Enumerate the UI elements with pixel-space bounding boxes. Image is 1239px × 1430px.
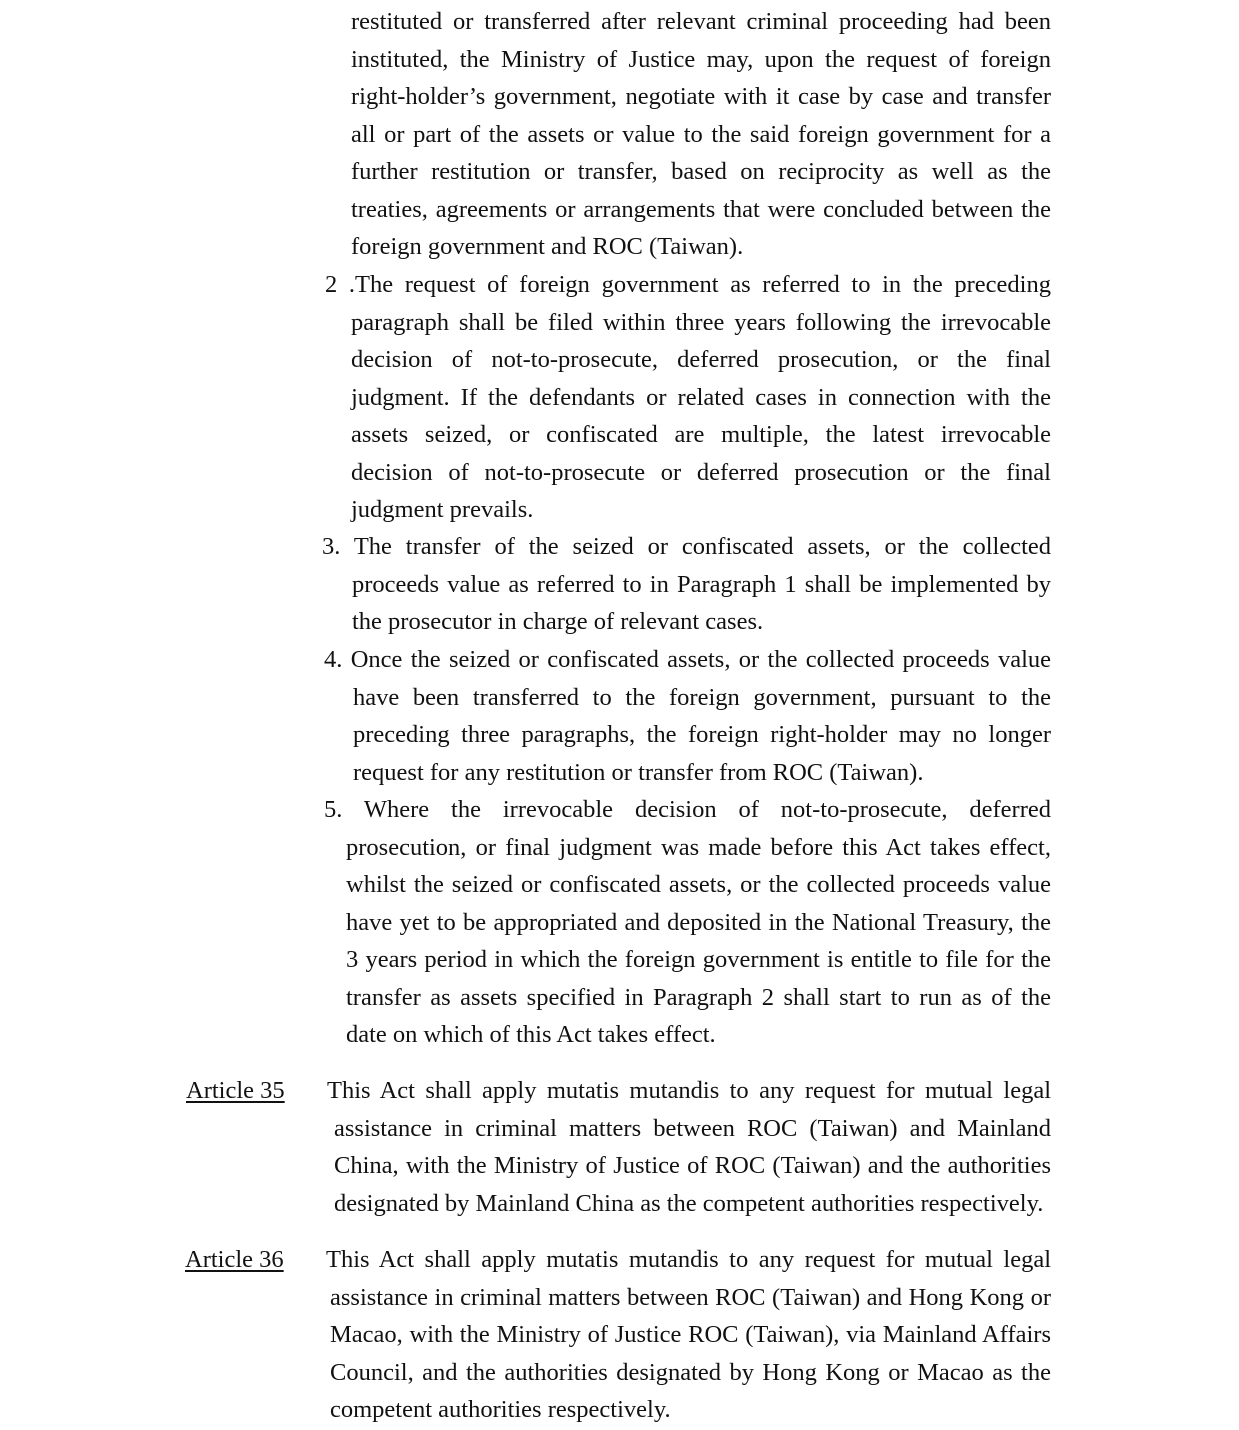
paragraph-text: Once the seized or confiscated assets, or the collected proceeds value have been transferred to the foreign government, pursuant to the preceding three paragraphs, the foreign right-holder may no longer request for any restitution or transfer from ROC (Taiwan).	[350, 646, 1052, 786]
paragraph-number: 2 .	[325, 271, 356, 298]
article-36-label: Article 36	[185, 1246, 284, 1273]
paragraph-number: 5.	[324, 796, 364, 823]
paragraph-2	[325, 266, 1051, 529]
article-36-text: This Act shall apply mutatis mutandis to any request for mutual legal assistance in criminal matters between ROC (Taiwan) and Hong Kong or Macao, with the Ministry of Justice ROC (Taiwan), via Mainland Affairs Council, and the authorities designated by Hong Kong or Macao as the competent authorities respectively.	[326, 1246, 1051, 1423]
paragraph-text: The request of foreign government as referred to in the preceding paragraph shall be filed within three years following the irrevocable decision of not-to-prosecute, deferred prosecution, or the final judgment. If the defendants or related cases in connection with the assets seized, or confiscated are multiple, the latest irrevocable decision of not-to-prosecute or deferred prosecution or the final judgment prevails.	[351, 271, 1051, 523]
paragraph-text: The transfer of the seized or confiscated assets, or the collected proceeds value as referred to in Paragraph 1 shall be implemented by the prosecutor in charge of relevant cases.	[352, 533, 1051, 635]
paragraph-number: 3.	[322, 533, 354, 560]
article-35-text: This Act shall apply mutatis mutandis to any request for mutual legal assistance in criminal matters between ROC (Taiwan) and Mainland China, with the Ministry of Justice of ROC (Taiwan) and the authorities designated by Mainland China as the competent authorities respectively.	[327, 1077, 1051, 1217]
paragraph-number: 4.	[324, 646, 351, 673]
paragraph-1-continuation: restituted or transferred after relevant criminal proceeding had been instituted, the Ministry of Justice may, upon the request of foreign right-holder’s government, negotiate with it case by case and transfer all or part of the assets or value to the said foreign government for a further restitution or transfer, based on reciprocity as well as the treaties, agreements or arrangements that were concluded between the foreign government and ROC (Taiwan).	[351, 8, 1051, 260]
paragraph-3	[322, 528, 1051, 641]
paragraph-text: Where the irrevocable decision of not-to-prosecute, deferred prosecution, or final judgment was made before this Act takes effect, whilst the seized or confiscated assets, or the collected proceeds value have yet to be appropriated and deposited in the National Treasury, the 3 years period in which the foreign government is entitle to file for the transfer as assets specified in Paragraph 2 shall start to run as of the date on which of this Act takes effect.	[346, 796, 1051, 1048]
article-35-label: Article 35	[186, 1077, 285, 1104]
paragraph-4	[324, 641, 1052, 791]
paragraph-5	[324, 791, 1051, 1054]
